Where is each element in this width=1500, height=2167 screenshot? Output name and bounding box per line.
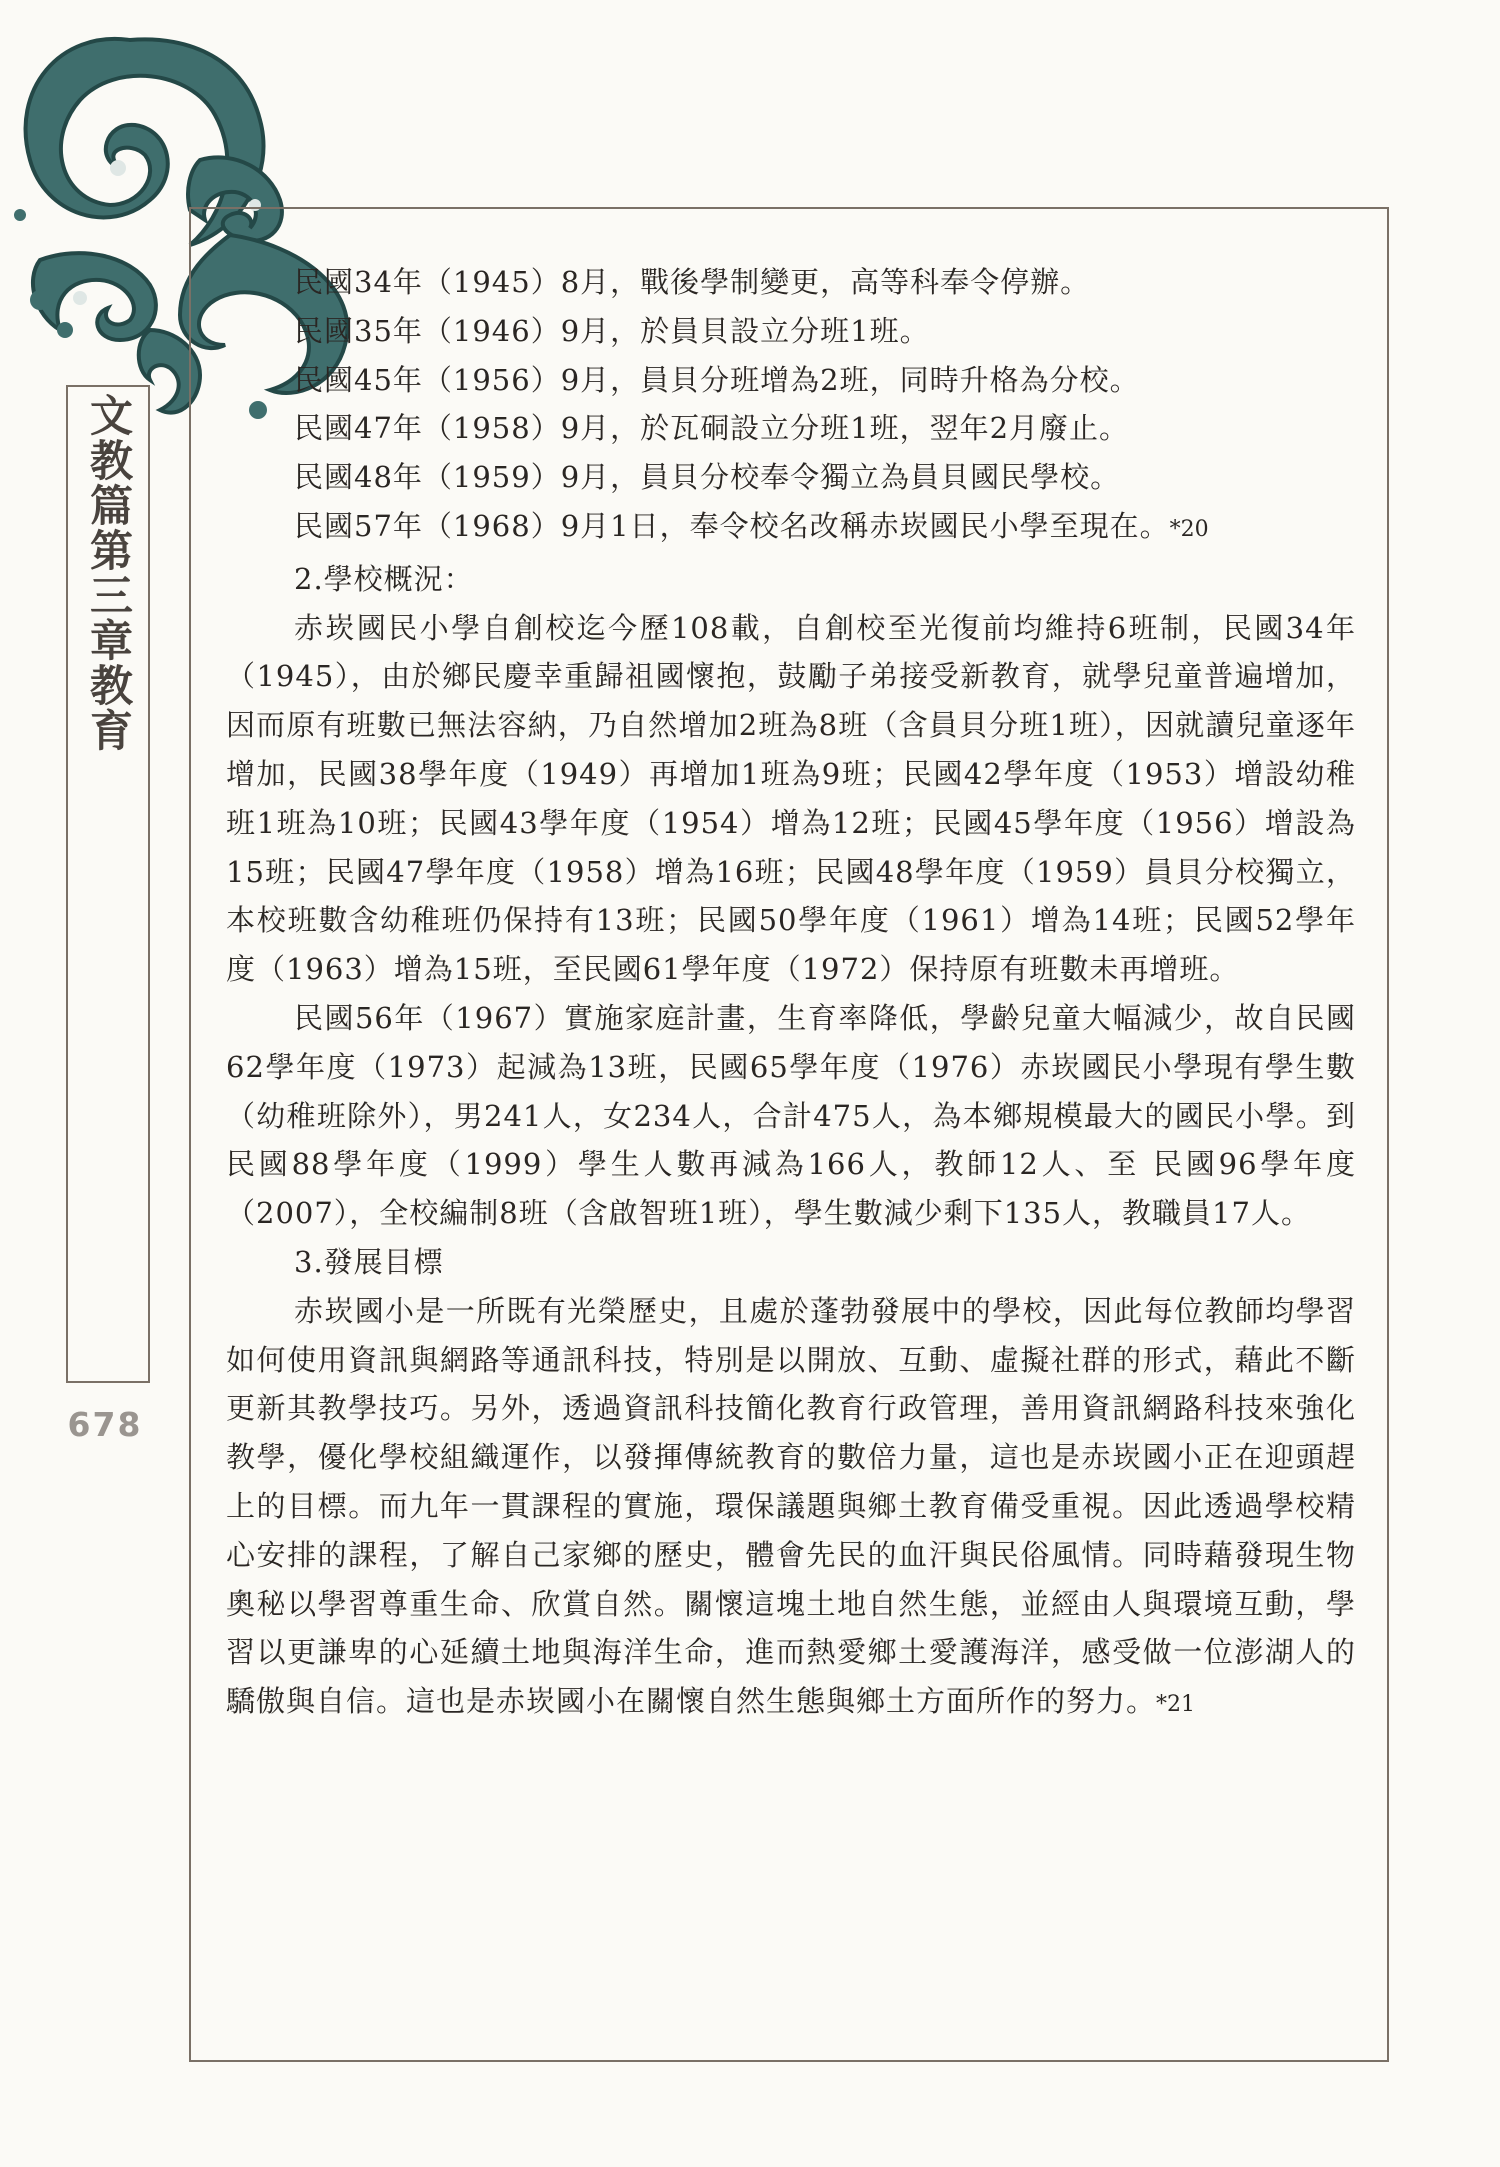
page-number: 678 [67,1405,143,1444]
paragraph: 赤崁國民小學自創校迄今歷108載，自創校至光復前均維持6班制，民國34年（1945），由於鄉民慶幸重歸祖國懷抱，鼓勵子弟接受新教育，就學兒童普遍增加，因而原有班數已無法容納，乃自然增加2班為8班（含員貝分班1班），因就讀兒童逐年增加，民國38學年度（1949）再增加1班為9班；民國42學年度（1953）增設幼稚班1班為10班；民國43學年度（1954）增為12班；民國45學年度（1956）增設為15班；民國47學年度（1958）增為16班；民國48學年度（1959）員貝分校獨立，本校班數含幼稚班仍保持有13班；民國50學年度（1961）增為14班；民國52學年度（1963）增為15班，至民國61學年度（1972）保持原有班數未再增班。 [226,610,1356,987]
timeline-entry: 民國45年（1956）9月，員貝分班增為2班，同時升格為分校。 [294,362,1140,397]
side-chapter-title [68,393,148,753]
side-chapter-frame [66,385,150,1383]
timeline-entry-text: 民國57年（1968）9月1日，奉令校名改稱赤崁國民小學至現在。 [294,508,1170,543]
timeline-entry: 民國48年（1959）9月，員貝分校奉令獨立為員貝國民學校。 [294,460,1121,495]
footnote-ref: *21 [1156,1692,1196,1718]
footnote-ref: *20 [1169,516,1209,542]
timeline-entry: 民國34年（1945）8月，戰後學制變更，高等科奉令停辦。 [294,265,1091,299]
section-name: 文教篇 [83,393,133,528]
timeline-entry-last [226,502,1356,555]
paragraph: 民國56年（1967）實施家庭計畫，生育率降低，學齡兒童大幅減少，故自民國62學年度（1973）起減為13班，民國65學年度（1976）赤崁國民小學現有學生數（幼稚班除外），男241人，女234人，合計475人，為本鄉規模最大的國民小學。到民國88學年度（1999）學生人數再減為166人，教師12人、至 民國96學年度（2007），全校編制8班（含啟智班1班），學生數減少剩下135人，教職員17人。 [226,1000,1356,1231]
timeline-entry: 民國35年（1946）9月，於員貝設立分班1班。 [294,313,930,348]
section-heading: 2.學校概況： [294,561,474,596]
paragraph-text: 赤崁國小是一所既有光榮歷史，且處於蓬勃發展中的學校，因此每位教師均學習如何使用資訊與網路等通訊科技，特別是以開放、互動、虛擬社群的形式，藉此不斷更新其教學技巧。另外，透過資訊科技簡化教育行政管理，善用資訊網路科技來強化教學，優化學校組織運作，以發揮傳統教育的數倍力量，這也是赤崁國小正在迎頭趕上的目標。而九年一貫課程的實施，環保議題與鄉土教育備受重視。因此透過學校精心安排的課程，了解自己家鄉的歷史，體會先民的血汗與民俗風情。同時藉發現生物奧秘以學習尊重生命、欣賞自然。關懷這塊土地自然生態，並經由人與環境互動，學習以更謙卑的心延續土地與海洋生命，進而熱愛鄉土愛護海洋，感受做一位澎湖人的驕傲與自信。這也是赤崁國小在關懷自然生態與鄉土方面所作的努力。 [226,1293,1356,1719]
section-heading: 3.發展目標 [294,1244,444,1279]
chapter-number: 第三章 [83,528,133,663]
page-body [226,258,1356,1730]
timeline-entry: 民國47年（1958）9月，於瓦硐設立分班1班，翌年2月廢止。 [294,411,1130,446]
chapter-title: 教育 [83,663,133,753]
paragraph [226,1287,1356,1730]
